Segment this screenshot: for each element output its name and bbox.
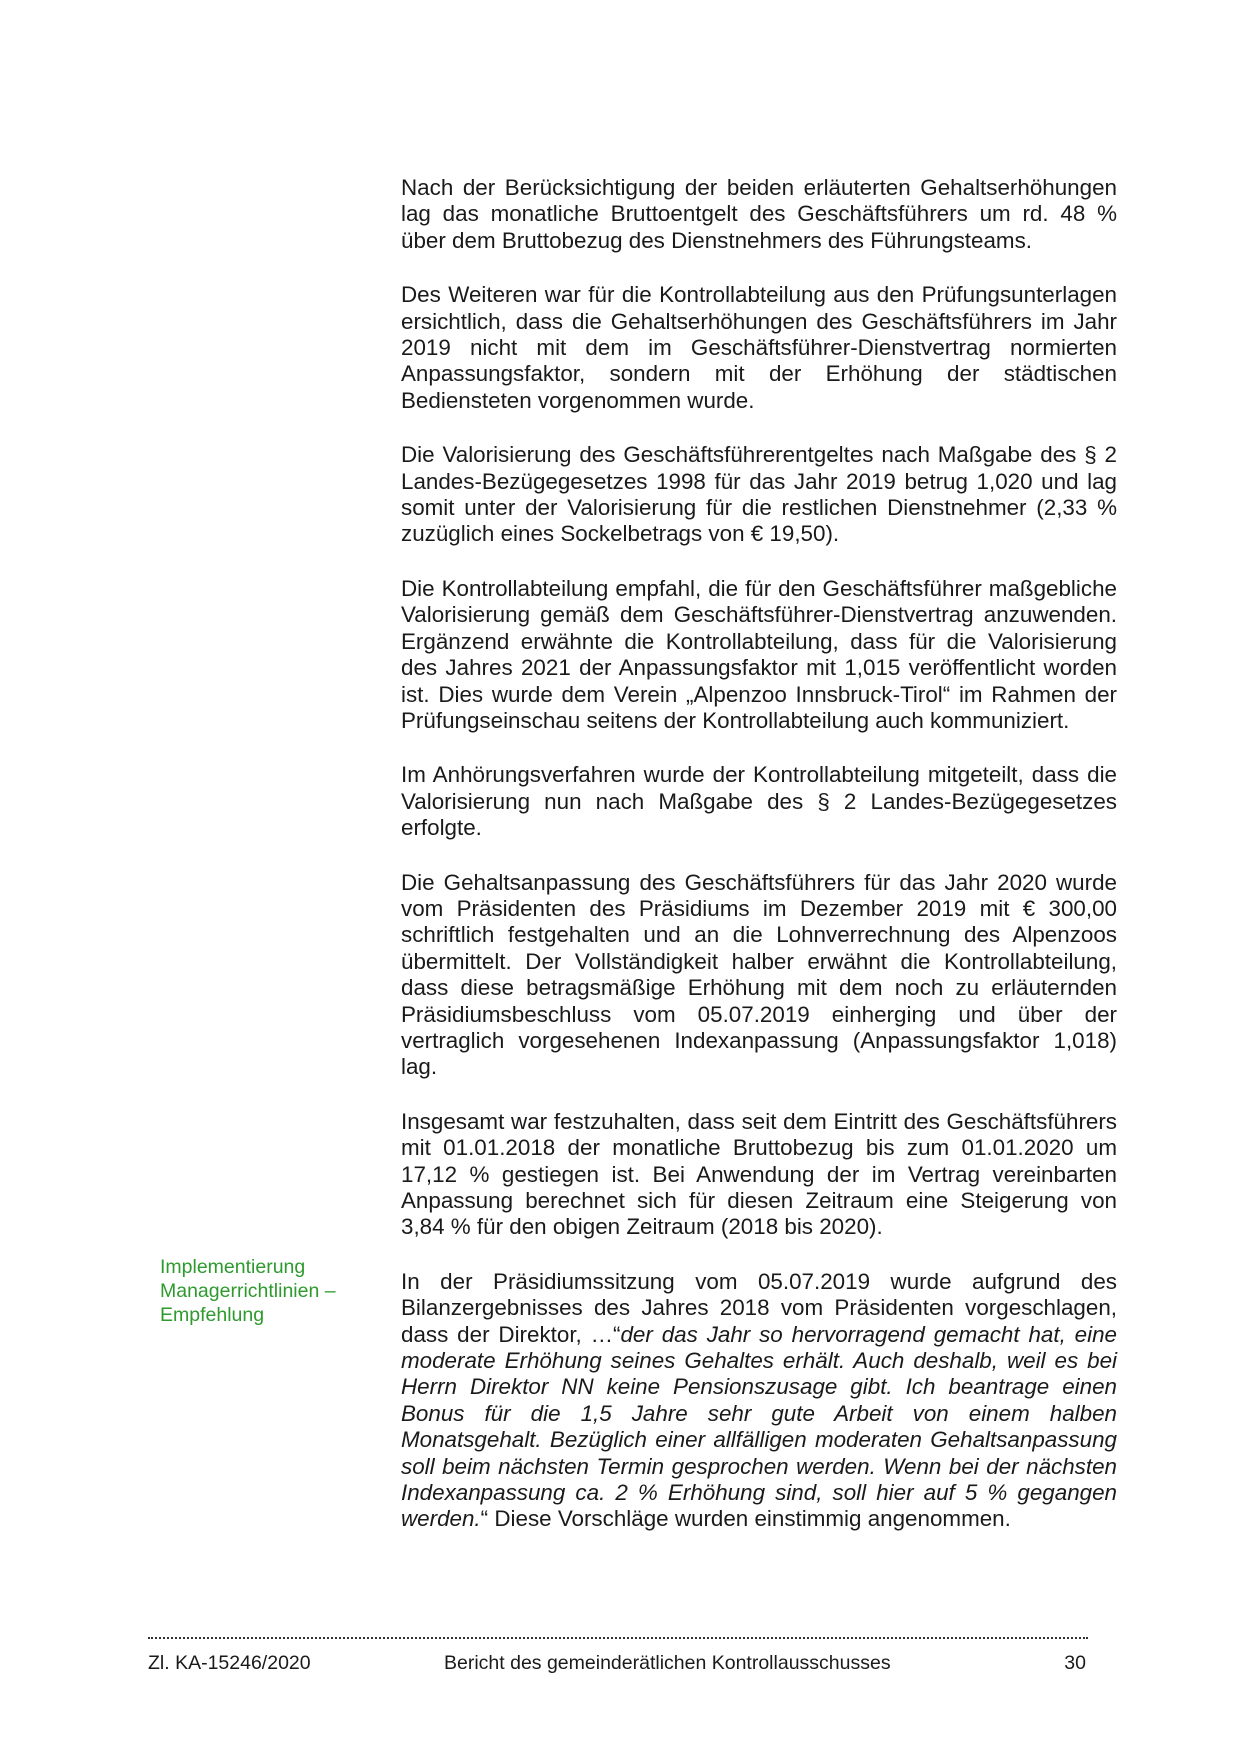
page-number: 30 xyxy=(1064,1652,1086,1674)
page-footer xyxy=(148,1649,1088,1677)
footer-title: Bericht des gemeinderätlichen Kontrollausschusses xyxy=(444,1652,891,1674)
praesidium-intro: In der Präsidiumssitzung vom 05.07.2019 wurde aufgrund des Bilanzergebnisses des Jahres 2018 vom Präsidenten vorgeschlagen, dass der Direktor, …“ xyxy=(401,1268,1117,1347)
praesidium-outro: “ Diese Vorschläge wurden einstimmig angenommen. xyxy=(480,1506,1011,1532)
paragraph-anpassungsfaktor: Des Weiteren war für die Kontrollabteilung aus den Prüfungsunterlagen ersichtlich, dass die Gehaltserhöhungen des Geschäftsführers im Jahr 2019 nicht mit dem im Geschäftsführer-Dienstvertrag normierten Anpassungsfaktor, sondern mit der Erhöhung der städtischen Bediensteten vorgenommen wurde. xyxy=(401,282,1117,413)
paragraph-anhoerungsverfahren: Im Anhörungsverfahren wurde der Kontrollabteilung mitgeteilt, dass die Valorisierung nun nach Maßgabe des § 2 Landes-Bezügegesetzes erfolgte. xyxy=(401,762,1117,841)
paragraph-empfehlung: Die Kontrollabteilung empfahl, die für den Geschäftsführer maßgebliche Valorisierung gemäß dem Geschäftsführer-Dienstvertrag anzuwenden. Ergänzend erwähnte die Kontrollabteilung, dass für die Valorisierung des Jahres 2021 der Anpassungsfaktor mit 1,015 veröffentlicht worden ist. Dies wurde dem Verein „Alpenzoo Innsbruck-Tirol“ im Rahmen der Prüfungseinschau seitens der Kontrollabteilung auch kommuniziert. xyxy=(401,575,1117,733)
praesidium-quote: der das Jahr so hervorragend gemacht hat, eine moderate Erhöhung seines Gehaltes erhält. Auch deshalb, weil es bei Herrn Direktor NN keine Pensionszusage gibt. Ich beantrage einen Bonus für die 1,5 Jahre sehr gute Arbeit von einem halben Monatsgehalt. Bezüglich einer allfälligen moderaten Gehaltsanpassung soll beim nächsten Termin gesprochen werden. Wenn bei der nächsten Indexanpassung ca. 2 % Erhöhung sind, soll hier auf 5 % gegangen werden. xyxy=(401,1321,1117,1532)
paragraph-praesidiumssitzung xyxy=(401,1269,1117,1533)
paragraph-gehaltsanpassung-2020: Die Gehaltsanpassung des Geschäftsführers für das Jahr 2020 wurde vom Präsidenten des Präsidiums im Dezember 2019 mit € 300,00 schriftlich festgehalten und an die Lohnverrechnung des Alpenzoos übermittelt. Der Vollständigkeit halber erwähnt die Kontrollabteilung, dass diese betragsmäßige Erhöhung mit dem noch zu erläuternden Präsidiumsbeschluss vom 05.07.2019 einherging und über der vertraglich vorgesehenen Indexanpassung (Anpassungsfaktor 1,018) lag. xyxy=(401,869,1117,1080)
footer-reference: Zl. KA-15246/2020 xyxy=(148,1652,311,1674)
margin-note: Implementierung Managerrichtlinien – Empfehlung xyxy=(160,1256,336,1326)
main-text-column xyxy=(401,175,1117,1533)
paragraph-bruttobezug-steigerung: Insgesamt war festzuhalten, dass seit dem Eintritt des Geschäftsführers mit 01.01.2018 der monatliche Bruttobezug bis zum 01.01.2020 um 17,12 % gestiegen ist. Bei Anwendung der im Vertrag vereinbarten Anpassung berechnet sich für diesen Zeitraum eine Steigerung von 3,84 % für den obigen Zeitraum (2018 bis 2020). xyxy=(401,1108,1117,1240)
paragraph-gehaltserhoehungen: Nach der Berücksichtigung der beiden erläuterten Gehaltserhöhungen lag das monatliche Bruttoentgelt des Geschäftsführers um rd. 48 % über dem Bruttobezug des Dienstnehmers des Führungsteams. xyxy=(401,175,1117,253)
footer-divider xyxy=(148,1637,1088,1639)
paragraph-valorisierung: Die Valorisierung des Geschäftsführerentgeltes nach Maßgabe des § 2 Landes-Bezügegesetzes 1998 für das Jahr 2019 betrug 1,020 und lag somit unter der Valorisierung für die restlichen Dienstnehmer (2,33 % zuzüglich eines Sockelbetrags von € 19,50). xyxy=(401,442,1117,547)
